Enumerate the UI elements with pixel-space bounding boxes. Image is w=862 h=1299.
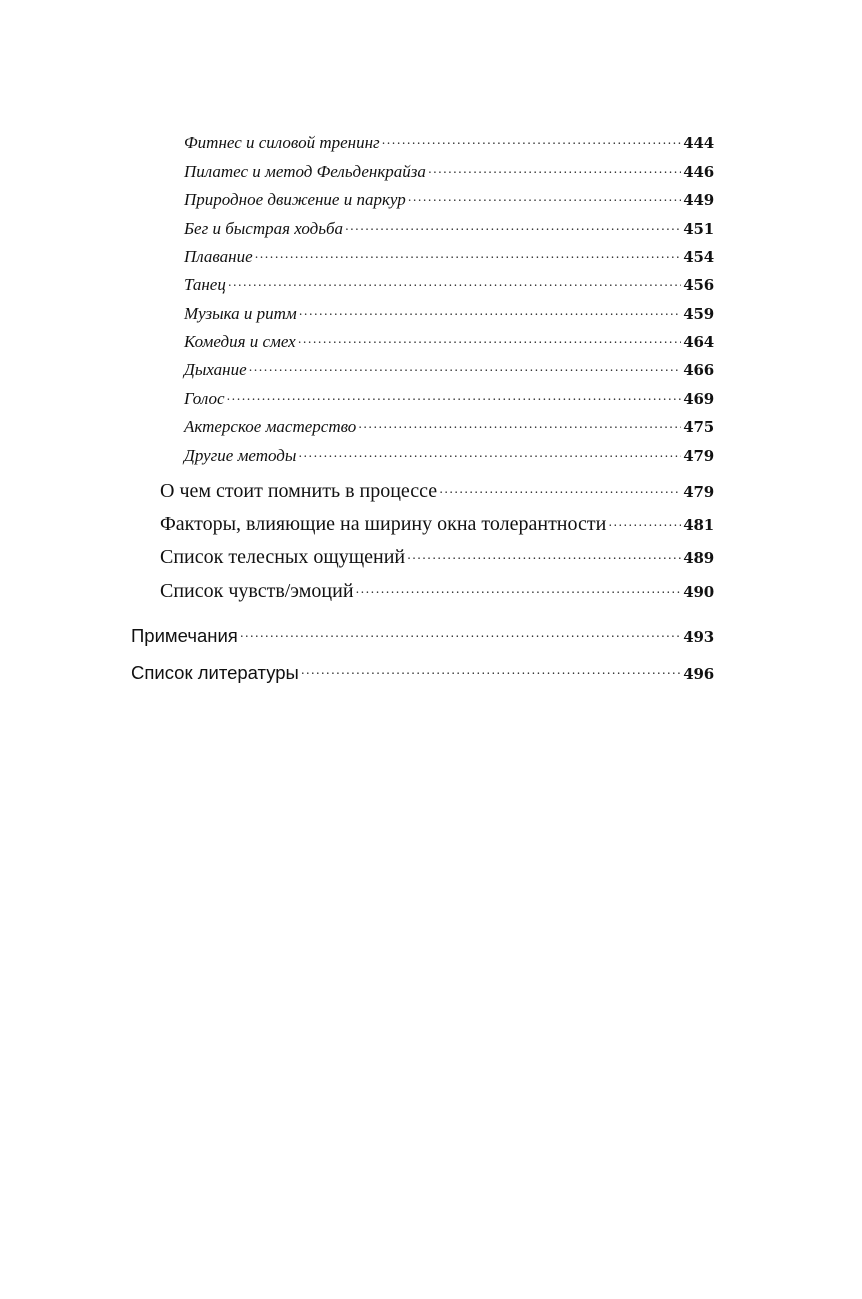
toc-entry-page: 481: [683, 516, 714, 534]
dot-leader: [298, 330, 682, 347]
toc-entry-title: Список телесных ощущений: [160, 546, 406, 568]
toc-entry-title: Другие методы: [184, 446, 297, 465]
toc-entry-page: 451: [683, 220, 714, 238]
toc-entry-page: 493: [683, 627, 714, 646]
dot-leader: [249, 358, 682, 375]
toc-entry-page: 446: [683, 163, 714, 181]
toc-entry-title: Природное движение и паркур: [184, 190, 406, 209]
toc-entry-title: Комедия и смех: [184, 332, 296, 351]
dot-leader: [255, 245, 682, 262]
dot-leader: [228, 273, 681, 290]
dot-leader: [408, 188, 682, 205]
toc-entry-page: 479: [683, 483, 714, 501]
dot-leader: [407, 543, 681, 563]
toc-entry-page: 475: [683, 418, 714, 436]
dot-leader: [439, 477, 681, 497]
toc-entry-title: Танец: [184, 275, 226, 294]
toc-entry-page: 479: [683, 447, 714, 465]
toc-entry-title: О чем стоит помнить в процессе: [160, 480, 438, 502]
toc-entry[interactable]: [160, 543, 714, 569]
toc-entry[interactable]: [184, 444, 714, 466]
toc-entry[interactable]: [184, 131, 714, 153]
toc-entry-title: Фитнес и силовой тренинг: [184, 133, 380, 152]
toc-entry-title: Бег и быстрая ходьба: [184, 219, 344, 238]
dot-leader: [301, 660, 681, 679]
toc-entry[interactable]: [184, 160, 714, 182]
toc-entry-title: Список чувств/эмоций: [160, 580, 354, 602]
dot-leader: [345, 217, 681, 234]
toc-entry-page: 490: [683, 583, 714, 601]
toc-entry[interactable]: [160, 477, 714, 503]
toc-entry[interactable]: [184, 415, 714, 437]
dot-leader: [358, 415, 681, 432]
toc-entry[interactable]: [184, 188, 714, 210]
toc-entry-page: 456: [683, 276, 714, 294]
toc-entry[interactable]: [184, 245, 714, 267]
toc-entry[interactable]: [131, 660, 714, 684]
dot-leader: [298, 444, 681, 461]
toc-entry-page: 464: [683, 333, 714, 351]
toc-entry-page: 459: [683, 305, 714, 323]
toc-entry-page: 489: [683, 549, 714, 567]
toc-entry-title: Музыка и ритм: [184, 304, 297, 323]
toc-entry-page: 444: [683, 134, 714, 152]
toc-entry-page: 469: [683, 390, 714, 408]
toc-entry[interactable]: [184, 358, 714, 380]
toc-entry[interactable]: [184, 302, 714, 324]
toc-entry-page: 449: [683, 191, 714, 209]
dot-leader: [240, 623, 681, 642]
toc-entry-title: Дыхание: [184, 360, 247, 379]
toc-entry-page: 454: [683, 248, 714, 266]
toc-entry-title: Плавание: [184, 247, 253, 266]
toc-entry-title: Факторы, влияющие на ширину окна толерантности: [160, 513, 607, 535]
toc-entry-page: 466: [683, 361, 714, 379]
toc-entry-title: Актерское мастерство: [184, 417, 357, 436]
toc-entry-title: Пилатес и метод Фельденкрайза: [184, 162, 426, 181]
toc-entry[interactable]: [160, 510, 714, 536]
toc-entry[interactable]: [184, 217, 714, 239]
toc-entry-page: 496: [683, 664, 714, 683]
dot-leader: [608, 510, 681, 530]
toc-entry[interactable]: [184, 387, 714, 409]
dot-leader: [356, 577, 682, 597]
toc-entry[interactable]: [160, 577, 714, 603]
toc-entry[interactable]: [131, 623, 714, 647]
toc-entry-title: Список литературы: [131, 661, 299, 683]
toc-entry-title: Голос: [184, 389, 225, 408]
dot-leader: [382, 131, 682, 148]
dot-leader: [299, 302, 681, 319]
toc-entry[interactable]: [184, 330, 714, 352]
dot-leader: [227, 387, 682, 404]
dot-leader: [428, 160, 681, 177]
toc-entry-title: Примечания: [131, 624, 238, 646]
toc-entry[interactable]: [184, 273, 714, 295]
